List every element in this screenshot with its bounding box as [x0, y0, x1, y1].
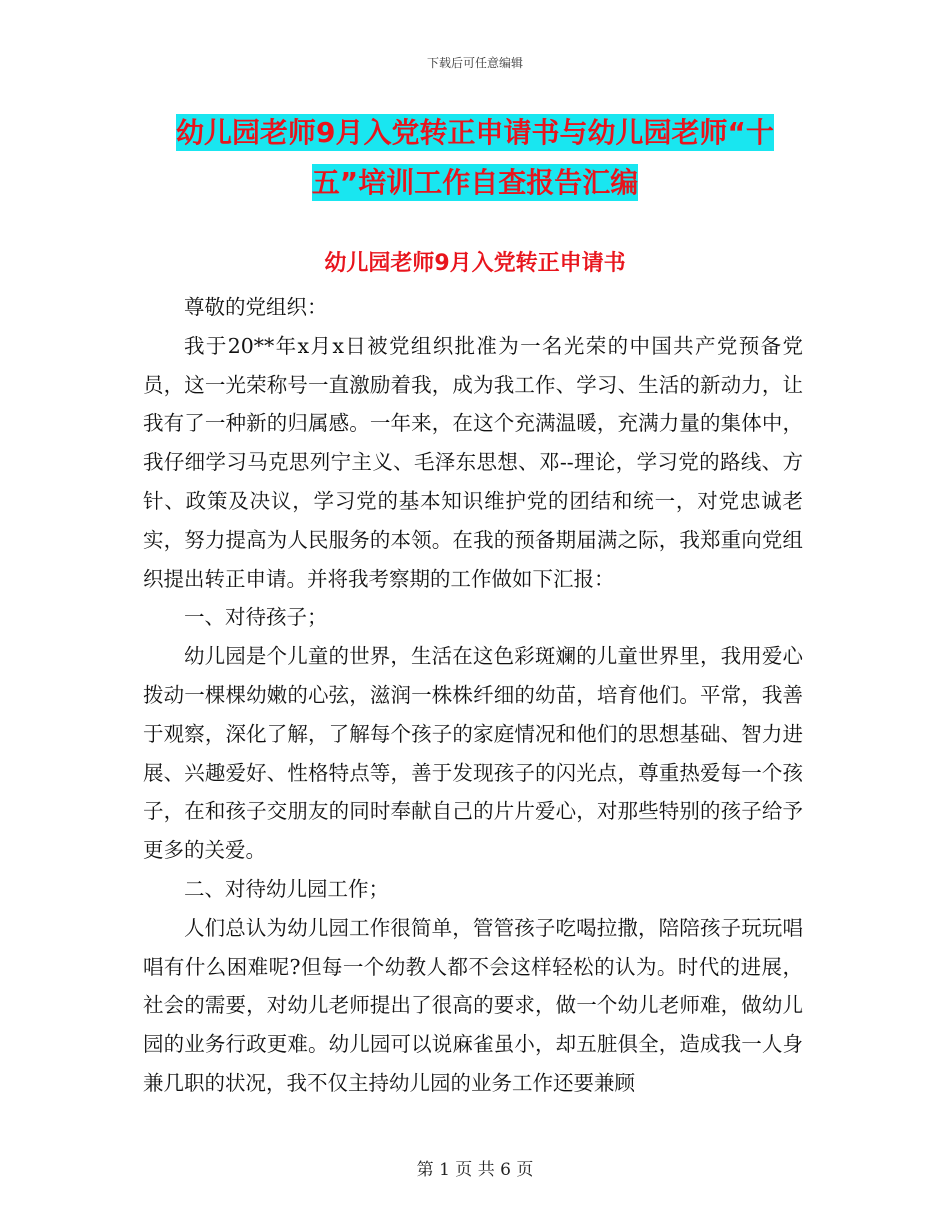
- body-paragraph: 我于20**年x月x日被党组织批准为一名光荣的中国共产党预备党员，这一光荣称号一直激励着我，成为我工作、学习、生活的新动力，让我有了一种新的归属感。一年来，在这个充满温暖，充满力量的集体中，我仔细学习马克思列宁主义、毛泽东思想、邓--理论，学习党的路线、方针、政策及决议，学习党的基本知识维护党的团结和统一，对党忠诚老实，努力提高为人民服务的本领。在我的预备期届满之际，我郑重向党组织提出转正申请。并将我考察期的工作做如下汇报：: [143, 333, 803, 591]
- body-paragraph: 人们总认为幼儿园工作很简单，管管孩子吃喝拉撒，陪陪孩子玩玩唱唱有什么困难呢?但每一个幼教人都不会这样轻松的认为。时代的进展，社会的需要，对幼儿老师提出了很高的要求，做一个幼儿老师难，做幼儿园的业务行政更难。幼儿园可以说麻雀虽小，却五脏俱全，造成我一人身兼几职的状况，我不仅主持幼儿园的业务工作还要兼顾: [143, 915, 803, 1095]
- body-paragraph: 幼儿园是个儿童的世界，生活在这色彩斑斓的儿童世界里，我用爱心拨动一棵棵幼嫩的心弦，滋润一株株纤细的幼苗，培育他们。平常，我善于观察，深化了解，了解每个孩子的家庭情况和他们的思想基础、智力进展、兴趣爱好、性格特点等，善于发现孩子的闪光点，尊重热爱每一个孩子，在和孩子交朋友的同时奉献自己的片片爱心，对那些特别的孩子给予更多的关爱。: [143, 644, 803, 863]
- subheading: 一、对待孩子；: [184, 605, 328, 630]
- document-title: [140, 108, 810, 208]
- document-title-line-1: 幼儿园老师9月入党转正申请书与幼儿园老师“十: [176, 116, 774, 149]
- page-header-note: 下载后可任意编辑: [426, 56, 523, 70]
- document-title-line-2: 五”培训工作自查报告汇编: [311, 166, 639, 199]
- salutation: 尊敬的党组织：: [184, 295, 328, 319]
- page-number: 第 1 页 共 6 页: [416, 1160, 534, 1180]
- document-body: [143, 288, 803, 1103]
- section-title: 幼儿园老师9月入党转正申请书: [324, 251, 626, 276]
- subheading: 二、对待幼儿园工作；: [184, 876, 389, 901]
